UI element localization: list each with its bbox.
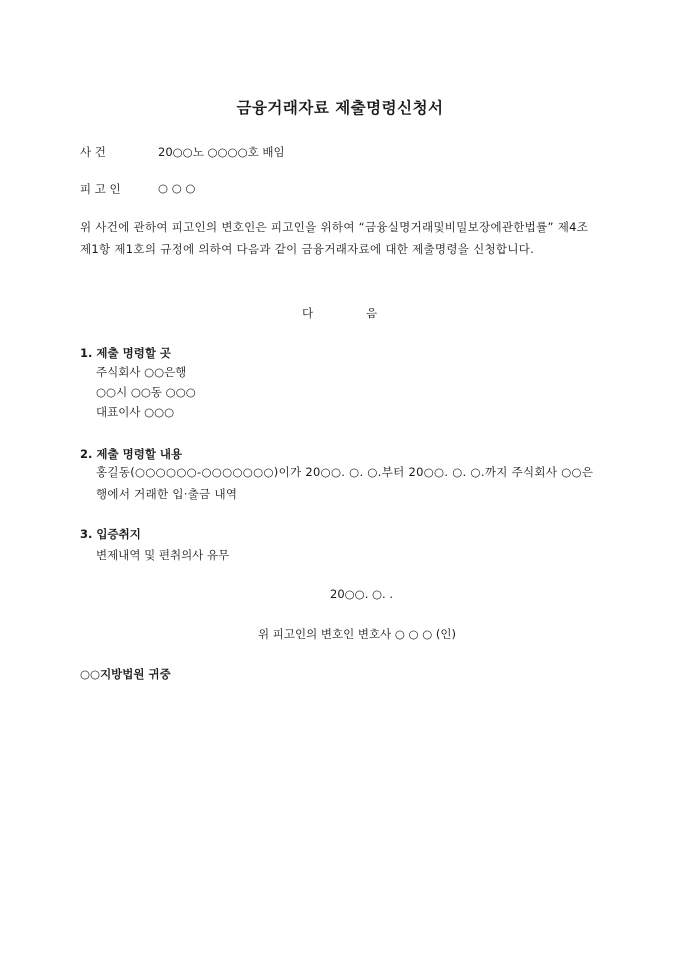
document-title: 금융거래자료 제출명령신청서 [236,99,444,117]
section3-heading: 3. 입증취지 [80,527,141,541]
court-addressee: ○○지방법원 귀중 [80,667,171,681]
defendant-value: ○ ○ ○ [158,181,196,195]
case-value: 20○○노 ○○○○호 배임 [158,145,285,159]
section3-body: 변제내역 및 편취의사 유무 [96,548,230,562]
document-date: 20○○. ○. . [330,587,394,601]
section1-line: 주식회사 ○○은행 [96,365,187,379]
divider-right: 음 [366,306,378,320]
section1-heading: 1. 제출 명령할 곳 [80,346,172,360]
defendant-label: 피 고 인 [80,182,121,196]
case-label: 사 건 [80,145,106,159]
section2-heading: 2. 제출 명령할 내용 [80,447,183,461]
divider-left: 다 [302,306,314,320]
section2-body: 홍길동(○○○○○○-○○○○○○○)이가 20○○. ○. ○.부터 20○○. ○. ○.까지 주식회사 ○○은행에서 거래한 입·출금 내역 [96,465,594,501]
section1-line: ○○시 ○○동 ○○○ [96,385,196,399]
intro-paragraph: 위 사건에 관하여 피고인의 변호인은 피고인을 위하여 “금융실명거래및비밀보장에관한법률” 제4조 제1항 제1호의 규정에 의하여 다음과 같이 금융거래자료에 대한 제출명령을 신청합니다. [80,220,589,256]
section1-line: 대표이사 ○○○ [96,405,175,419]
signature-line: 위 피고인의 변호인 변호사 ○ ○ ○ (인) [258,627,456,641]
